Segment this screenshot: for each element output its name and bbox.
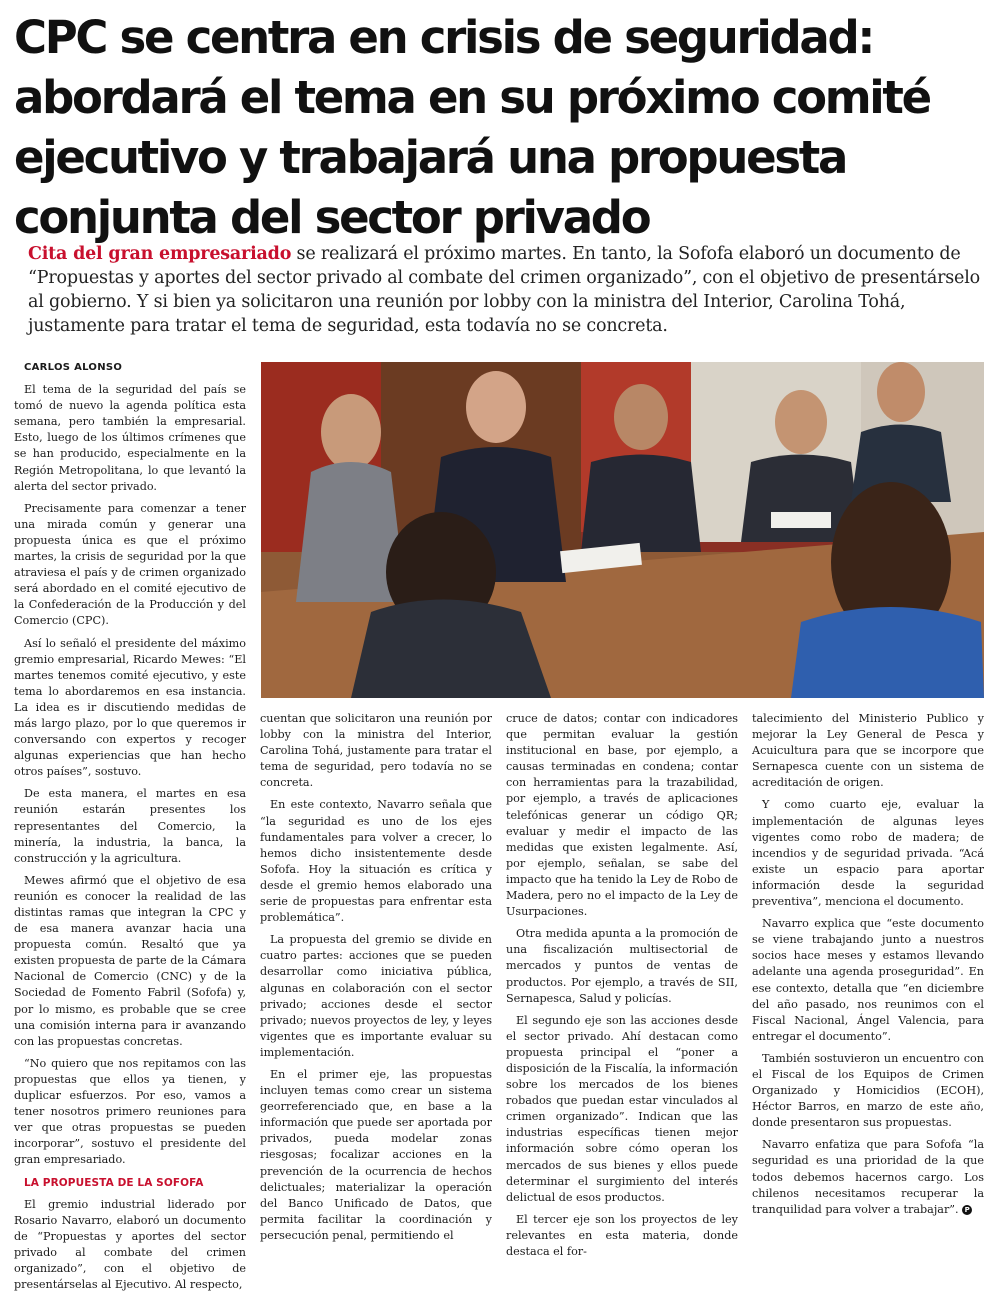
col4-last-text: Navarro enfatiza que para Sofofa “la seguridad es una prioridad de la que todos debemos hacernos cargo. Los chilenos necesitamos recuperar la tranquilidad para volver a trabajar”. [752, 1138, 984, 1216]
col1-paragraph: El gremio industrial liderado por Rosario Navarro, elaboró un documento de “Propuestas y aportes del sector privado al combate del crimen organizado”, con el objetivo de presentárselas al Ejecutivo. Al respecto, [14, 1197, 246, 1292]
col1-paragraph: “No quiero que nos repitamos con las propuestas que ellos ya tienen, y duplicar esfuerzos. Por eso, vamos a tener nosotros primero reuniones para ver que otras propuestas se pueden incorporar”, sostuvo el presidente del gran empresariado. [14, 1056, 246, 1167]
col4-paragraph: También sostuvieron un encuentro con el Fiscal de los Equipos de Crimen Organizado y Homicidios (ECOH), Héctor Barros, en marzo de este año, donde presentaron sus propuestas. [752, 1051, 984, 1130]
col4-paragraph: talecimiento del Ministerio Publico y mejorar la Ley General de Pesca y Acuicultura para que se incorpore que Sernapesca cuente con un sistema de acreditación de origen. [752, 712, 984, 790]
col4-paragraph [752, 1137, 984, 1217]
column-2 [260, 711, 492, 1242]
lead-kicker: Cita del gran empresariado [28, 244, 292, 264]
column-1 [14, 360, 246, 1292]
col3-paragraph: El segundo eje son las acciones desde el sector privado. Ahí destacan como propuesta principal el “poner a disposición de la Fiscalía, la información sobre los mercados de los bienes robados que puedan estar vinculados al crimen organizado”. Indican que las industrias específicas tienen mejor información sobre cómo operan los mercados de sus bienes y ellos puede determinar el surgimiento del interés delictual de esos productos. [506, 1013, 738, 1204]
col1-paragraph: Precisamente para comenzar a tener una mirada común y generar una propuesta única es que el próximo martes, la crisis de seguridad por la que atraviesa el país y de crimen organizado será abordado en el comité ejecutivo de la Confederación de la Producción y del Comercio (CPC). [14, 501, 246, 628]
col1-paragraph: El tema de la seguridad del país se tomó de nuevo la agenda política esta semana, pero también la empresarial. Esto, luego de los últimos crímenes que se han producido, especialmente en la Región Metropolitana, lo que levantó la alerta del sector privado. [14, 383, 246, 493]
col4-paragraph: Navarro explica que “este documento se viene trabajando junto a nuestros socios hace meses y estamos llevando adelante una agenda proseguridad”. En ese contexto, detalla que “en diciembre del año pasado, nos reunimos con el Fiscal Nacional, Ángel Valencia, para entregar el documento”. [752, 917, 984, 1043]
col1-paragraph: Así lo señaló el presidente del máximo gremio empresarial, Ricardo Mewes: “El martes tenemos comité ejecutivo, y este tema lo abordaremos en esa instancia. La idea es ir discutiendo medidas de más largo plazo, por lo que queremos ir conversando con expertos y recoger algunas experiencias que han hecho otros países”, sostuvo. [14, 636, 246, 779]
col2-paragraph: En el primer eje, las propuestas incluyen temas como crear un sistema georreferenciado que, en base a la información que puede ser aportada por privados, pueda modelar zonas riesgosas; focalizar acciones en la prevención de la ocurrencia de hechos delictuales; materializar la operación del Banco Unificado de Datos, que permita facilitar la coordinación y persecución penal, permitiendo el [260, 1067, 492, 1242]
col4-paragraph: Y como cuarto eje, evaluar la implementación de algunas leyes vigentes como robo de madera; de incendios y de seguridad privada. “Acá existe un espacio para aportar información desde la seguridad preventiva”, menciona el documento. [752, 798, 984, 909]
col2-paragraph: cuentan que solicitaron una reunión por lobby con la ministra del Interior, Carolina Tohá, justamente para tratar el tema de seguridad, pero todavía no se concreta. [260, 712, 492, 790]
col1-paragraph: De esta manera, el martes en esa reunión estarán presentes los representantes del Comercio, la minería, la industria, la banca, la construcción y la agricultura. [14, 787, 246, 865]
lead-text: se realizará el próximo martes. En tanto, la Sofofa elaboró un documento de “Propuestas y aportes del sector privado al combate del crimen organizado”, con el objetivo de presentárselo al gobierno. Y si bien ya solicitaron una reunión por lobby con la ministra del Interior, Carolina Tohá, justamente para tratar el tema de seguridad, esta todavía no se concreta. [28, 244, 980, 336]
col3-paragraph: cruce de datos; contar con indicadores que permitan evaluar la gestión institucional en base, por ejemplo, a causas terminadas en condena; contar con herramientas para la trazabilidad, por ejemplo, a través de aplicaciones telefónicas generar un código QR; evaluar y medir el impacto de las medidas que existen legalmente. Así, por ejemplo, señalan, se sabe del impacto que ha tenido la Ley de Robo de Madera, pero no el impacto de la Ley de Usurpaciones. [506, 712, 738, 919]
section-subhead: LA PROPUESTA DE LA SOFOFA [24, 1176, 204, 1189]
meeting-photo-illustration [261, 362, 984, 698]
byline: CARLOS ALONSO [24, 362, 123, 373]
headline: CPC se centra en crisis de seguridad: abordará el tema en su próximo comité ejecutivo y trabajará una propuesta conjunta del sector privado [14, 11, 930, 244]
column-4 [752, 711, 984, 1216]
col2-paragraph: En este contexto, Navarro señala que “la seguridad es uno de los ejes fundamentales para volver a crecer, lo hemos dicho insistentemente desde Sofofa. Hoy la situación es crítica y desde el gremio hemos elaborado una serie de propuestas para enfrentar esta problemática”. [260, 798, 492, 925]
end-mark-icon: P [962, 1205, 972, 1215]
col2-paragraph: La propuesta del gremio se divide en cuatro partes: acciones que se pueden desarrollar como iniciativa pública, algunas en colaboración con el sector privado; acciones desde el sector privado; nuevos proyectos de ley, y leyes vigentes que es importante evaluar su implementación. [260, 933, 492, 1059]
col3-paragraph: El tercer eje son los proyectos de ley relevantes en esta materia, donde destaca el for- [506, 1212, 738, 1258]
meeting-photo [261, 362, 984, 698]
col3-paragraph: Otra medida apunta a la promoción de una fiscalización multisectorial de mercados y puntos de ventas de productos. Por ejemplo, a través de SII, Sernapesca, Salud y policías. [506, 927, 738, 1005]
col1-paragraph: Mewes afirmó que el objetivo de esa reunión es conocer la realidad de las distintas ramas que integran la CPC y de esa manera avanzar hacia una propuesta común. Resaltó que ya existen propuesta de parte de la Cámara Nacional de Comercio (CNC) y de la Sociedad de Fomento Fabril (Sofofa) y, por lo mismo, es probable que se cree una comisión interna para ir avanzando con las propuestas concretas. [14, 873, 246, 1048]
lead-paragraph [28, 242, 988, 338]
column-3 [506, 711, 738, 1258]
